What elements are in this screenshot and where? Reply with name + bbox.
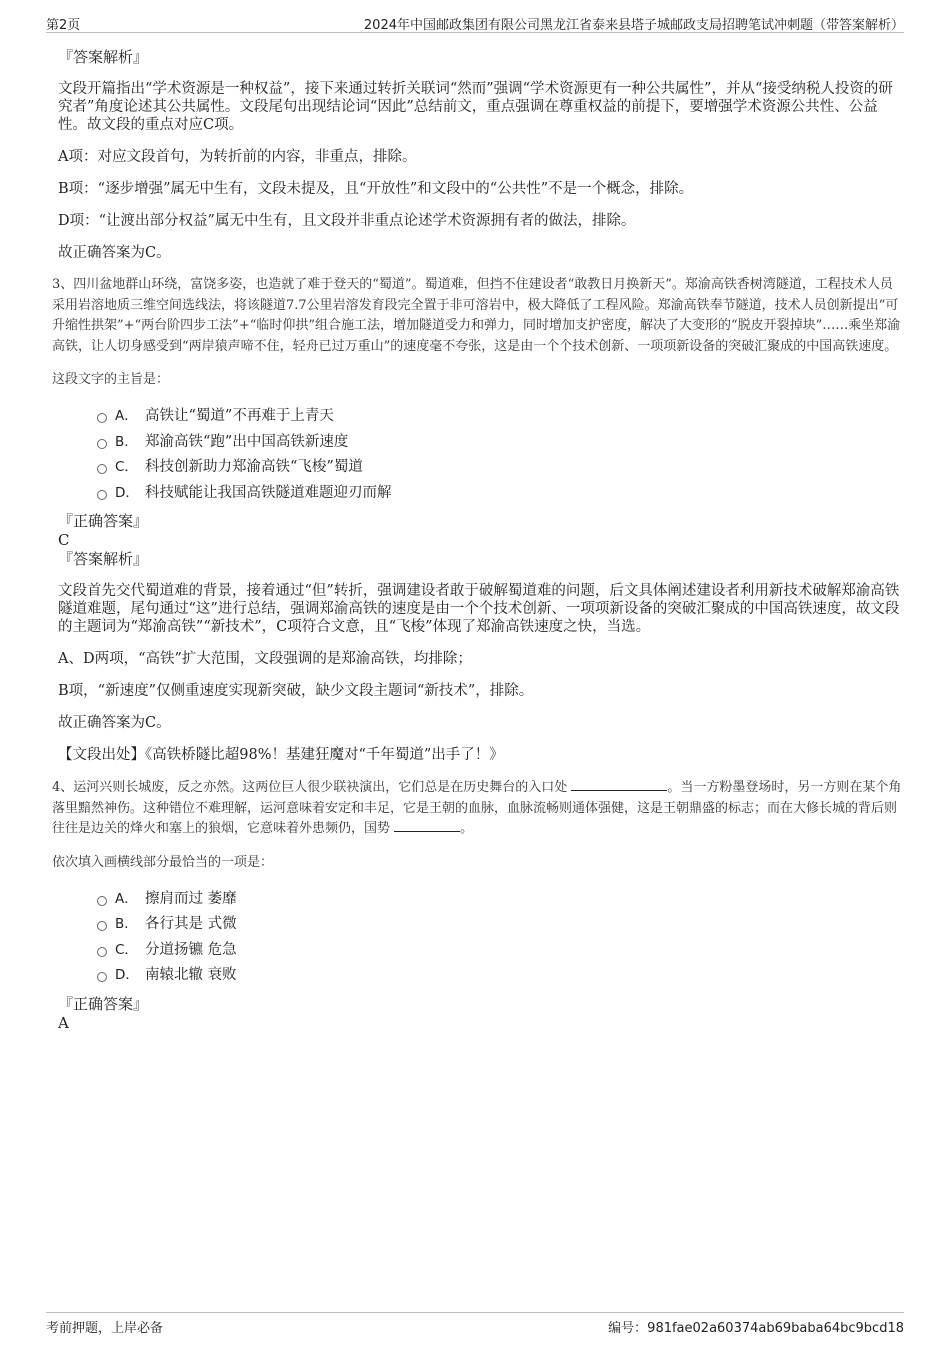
analysis-note-b: B项：“逐步增强”属无中生有，文段未提及，且“开放性”和文段中的“公共性”不是一个概念，排除。 [58, 181, 694, 197]
option-a[interactable] [58, 404, 902, 430]
document-title: 2024年中国邮政集团有限公司黑龙江省泰来县塔子城邮政支局招聘笔试冲刺题（带答案解析） [363, 18, 904, 33]
option-letter: C． [115, 459, 138, 475]
question-3-options [58, 404, 902, 506]
correct-answer-label: 『正确答案』 [58, 994, 149, 1013]
question-3-text: 3、四川盆地群山环绕，富饶多姿，也造就了难于登天的“蜀道”。蜀道难，但挡不住建设者“敢教日月换新天”。郑渝高铁香树湾隧道，工程技术人员采用岩溶地质三维空间选线法，将该隧道7.7公里岩溶发育段完全置于非可溶岩中，极大降低了工程风险。郑渝高铁奉节隧道，技术人员创新提出“可升缩性拱架”+“两台阶四步工法”+“临时仰拱”组合施工法，增加隧道受力和弹力，同时增加支护密度，解决了大变形的“脱皮开裂掉块”……乘坐郑渝高铁，让人切身感受到“两岸猿声啼不住，轻舟已过万重山”的速度毫不夸张，这是由一个个技术创新、一项项新设备的突破汇聚成的中国高铁速度。 [52, 277, 901, 354]
radio-icon[interactable] [97, 947, 107, 957]
option-d[interactable] [58, 481, 902, 507]
correct-answer-label: 『正确答案』 [58, 512, 149, 530]
answer-analysis-label: 『答案解析』 [58, 550, 149, 568]
option-c[interactable] [58, 455, 902, 481]
question-4-options [58, 887, 902, 989]
option-text: 郑渝高铁“跑”出中国高铁新速度 [145, 433, 349, 450]
option-c[interactable] [58, 938, 902, 964]
radio-icon[interactable] [97, 413, 107, 423]
option-b[interactable] [58, 912, 902, 938]
correct-answer: C [58, 531, 70, 549]
question-4-text [52, 778, 902, 840]
analysis-note-ad: A、D两项，“高铁”扩大范围，文段强调的是郑渝高铁，均排除； [58, 651, 472, 667]
option-letter: B． [115, 433, 138, 450]
option-letter: A． [115, 890, 138, 907]
question-4-text-part: 。 [460, 821, 474, 836]
answer-analysis-text: 文段首先交代蜀道难的背景，接着通过“但”转折，强调建设者敢于破解蜀道难的问题，后文具体阐述建设者利用新技术破解郑渝高铁隧道难题，尾句通过“这”进行总结，强调郑渝高铁的速度是由一个个技术创新、一项项新设备的突破汇聚成的中国高铁速度，故文段的主题词为“郑渝高铁”“新技术”，C项符合文意，且“飞梭”体现了郑渝高铁速度之快，当选。 [58, 583, 900, 635]
question-4-stem: 依次填入画横线部分最恰当的一项是： [52, 854, 274, 870]
document-id: 编号：981fae02a60374ab69baba64bc9bcd18 [608, 1321, 904, 1336]
option-text: 科技赋能让我国高铁隧道难题迎刃而解 [145, 484, 392, 501]
document-body [52, 46, 902, 1033]
radio-icon[interactable] [97, 972, 107, 982]
footer-slogan: 考前押题，上岸必备 [46, 1321, 164, 1336]
option-text: 擦肩而过 萎靡 [145, 890, 237, 907]
answer-analysis-label: 『答案解析』 [58, 48, 149, 66]
option-text: 科技创新助力郑渝高铁“飞梭”蜀道 [145, 459, 363, 475]
page-number: 第2页 [46, 18, 81, 33]
fill-blank-1 [571, 778, 667, 791]
option-letter: C． [115, 941, 138, 958]
analysis-note-d: D项：“让渡出部分权益”属无中生有，且文段并非重点论述学术资源拥有者的做法，排除。 [58, 213, 636, 229]
option-letter: D． [115, 484, 139, 501]
analysis-note-a: A项：对应文段首句，为转折前的内容，非重点，排除。 [58, 149, 417, 165]
option-d[interactable] [58, 963, 902, 989]
option-letter: A． [115, 408, 138, 424]
question-4-text-part: 。当一方粉墨登场时，另一方则在某个角落里黯然神伤。这种错位不难理解，运河意味着安定和丰足，它是王朝的血脉，血脉流畅则通体强健，这是王朝鼎盛的标志；而在大修长城的背后则往往是边关的烽火和塞上的狼烟，它意味着外患频仍，国势 [52, 780, 902, 836]
radio-icon[interactable] [97, 896, 107, 906]
page-footer [46, 1312, 904, 1335]
option-text: 南辕北辙 衰败 [145, 967, 237, 983]
correct-answer: A [58, 1013, 69, 1032]
fill-blank-2 [394, 819, 460, 832]
option-text: 分道扬镳 危急 [145, 941, 237, 958]
option-a[interactable] [58, 887, 902, 913]
radio-icon[interactable] [97, 490, 107, 500]
analysis-note-b: B项，“新速度”仅侧重速度实现新突破，缺少文段主题词“新技术”，排除。 [58, 683, 534, 699]
answer-analysis-text: 文段开篇指出“学术资源是一种权益”，接下来通过转折关联词“然而”强调“学术资源更有一种公共属性”，并从“接受纳税人投资的研究者”角度论述其公共属性。文段尾句出现结论词“因此”总结前文，重点强调在尊重权益的前提下，要增强学术资源公共性、公益性。故文段的重点对应C项。 [58, 81, 893, 133]
option-text: 高铁让“蜀道”不再难于上青天 [145, 408, 334, 424]
option-letter: D． [115, 967, 139, 983]
page-header [46, 12, 904, 33]
option-text: 各行其是 式微 [145, 916, 237, 932]
answer-conclusion: 故正确答案为C。 [58, 245, 171, 261]
radio-icon[interactable] [97, 439, 107, 449]
answer-conclusion: 故正确答案为C。 [58, 715, 171, 731]
question-4-text-part: 4、运河兴则长城废，反之亦然。这两位巨人很少联袂演出，它们总是在历史舞台的入口处 [52, 780, 568, 795]
question-3-stem: 这段文字的主旨是： [52, 372, 170, 387]
option-b[interactable] [58, 430, 902, 456]
radio-icon[interactable] [97, 921, 107, 931]
option-letter: B． [115, 916, 138, 932]
passage-source: 【文段出处】《高铁桥隧比超98%！基建狂魔对“千年蜀道”出手了！》 [58, 747, 504, 763]
radio-icon[interactable] [97, 464, 107, 474]
